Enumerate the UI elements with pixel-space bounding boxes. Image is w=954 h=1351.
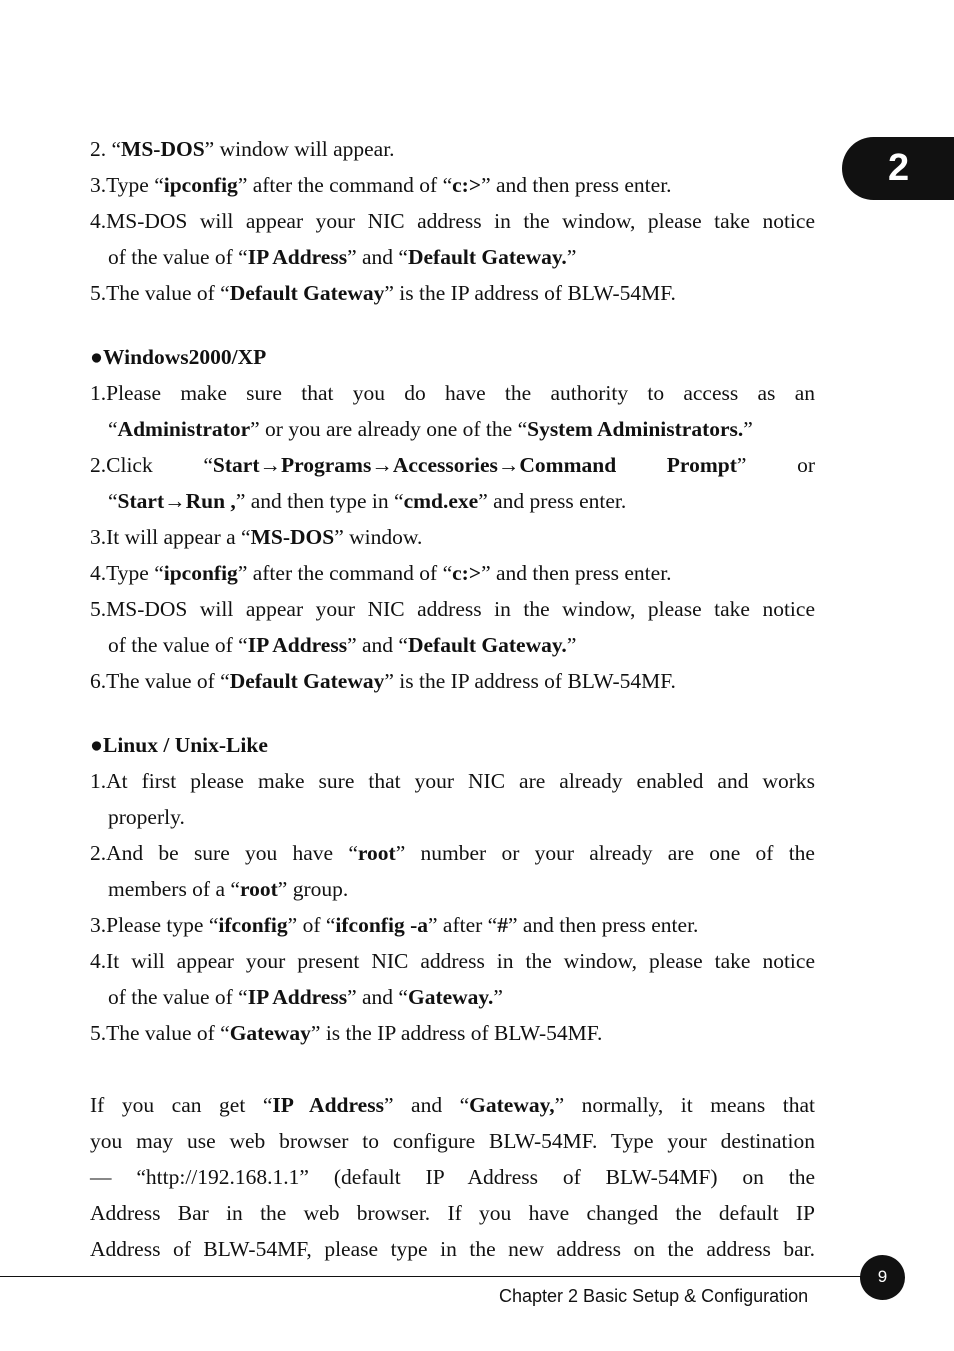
quoted-term: root — [357, 841, 396, 865]
text-line: “Start→Run ,” and then type in “cmd.exe” and press enter. — [108, 489, 627, 513]
quoted-term: ipconfig — [163, 173, 238, 197]
quoted-term: Gateway. — [407, 985, 494, 1009]
text-line: 5.The value of “Gateway” is the IP address of BLW-54MF. — [90, 1021, 603, 1045]
footer-rule — [0, 1276, 866, 1277]
quoted-term: IP Address — [247, 633, 348, 657]
paragraph-line: Address of BLW-54MF, please type in the new address on the address bar. — [90, 1237, 815, 1261]
paragraph-line: Address Bar in the web browser. If you have changed the default IP — [90, 1201, 815, 1225]
text-line: 3.It will appear a “MS-DOS” window. — [90, 525, 423, 549]
quoted-term: Gateway, — [469, 1093, 555, 1117]
quoted-term: cmd.exe — [403, 489, 479, 513]
quoted-term: Administrator — [117, 417, 251, 441]
text-line: 6.The value of “Default Gateway” is the IP address of BLW-54MF. — [90, 669, 676, 693]
quoted-term: c:> — [452, 173, 482, 197]
text-line: 4.MS-DOS will appear your NIC address in the window, please take notice — [90, 209, 815, 233]
text-line: properly. — [108, 805, 185, 829]
paragraph-line: — “http://192.168.1.1” (default IP Address of BLW-54MF) on the — [90, 1165, 815, 1189]
text-line: “Administrator” or you are already one of the “System Administrators.” — [108, 417, 753, 441]
section-heading-windows: ●Windows2000/XP — [90, 345, 267, 369]
quoted-term: System Administrators. — [527, 417, 744, 441]
footer-chapter-title: Chapter 2 Basic Setup & Configuration — [499, 1286, 809, 1306]
text-line: 4.Type “ipconfig” after the command of “c:>” and then press enter. — [90, 561, 672, 585]
text-line: 3.Please type “ifconfig” of “ifconfig -a” after “#” and then press enter. — [90, 913, 699, 937]
quoted-term: Default Gateway — [229, 281, 385, 305]
quoted-term: Gateway — [229, 1021, 311, 1045]
quoted-term: Default Gateway — [229, 669, 385, 693]
quoted-term: Default Gateway. — [407, 633, 567, 657]
quoted-term: ifconfig -a — [335, 913, 428, 937]
quoted-term: IP Address — [247, 245, 348, 269]
text-line: of the value of “IP Address” and “Gateway.” — [108, 985, 503, 1009]
paragraph-line: you may use web browser to configure BLW-54MF. Type your destination — [90, 1129, 815, 1153]
section-heading-linux: ●Linux / Unix-Like — [90, 733, 268, 757]
chapter-tab: 2 — [842, 137, 954, 200]
quoted-term: MS-DOS — [250, 525, 335, 549]
quoted-term: ifconfig — [218, 913, 288, 937]
quoted-term: # — [497, 913, 508, 937]
text-line: members of a “root” group. — [108, 877, 349, 901]
quoted-term: c:> — [452, 561, 482, 585]
text-line: 1.Please make sure that you do have the authority to access as an — [90, 381, 815, 405]
text-line: 5.The value of “Default Gateway” is the IP address of BLW-54MF. — [90, 281, 676, 305]
text-line: 5.MS-DOS will appear your NIC address in the window, please take notice — [90, 597, 815, 621]
text-line: 4.It will appear your present NIC address in the window, please take notice — [90, 949, 815, 973]
page-number-badge: 9 — [860, 1255, 905, 1300]
text-line: 1.At first please make sure that your NIC are already enabled and works — [90, 769, 815, 793]
paragraph-line: If you can get “IP Address” and “Gateway,” normally, it means that — [90, 1093, 816, 1117]
quoted-term: Default Gateway. — [407, 245, 567, 269]
text-line: 3.Type “ipconfig” after the command of “c:>” and then press enter. — [90, 173, 672, 197]
quoted-term: Start→Run , — [117, 489, 236, 513]
quoted-term: Start→Programs→Accessories→Command Prompt — [212, 453, 737, 477]
quoted-term: root — [239, 877, 278, 901]
quoted-term: MS-DOS — [121, 137, 205, 161]
text-line: of the value of “IP Address” and “Default Gateway.” — [108, 633, 577, 657]
quoted-term: ipconfig — [163, 561, 238, 585]
quoted-term: IP Address — [247, 985, 348, 1009]
quoted-term: IP Address — [272, 1093, 384, 1117]
page-body — [90, 131, 815, 1267]
text-line: 2.And be sure you have “root” number or your already are one of the — [90, 841, 815, 865]
text-line: of the value of “IP Address” and “Default Gateway.” — [108, 245, 577, 269]
text-line: 2. “MS-DOS” window will appear. — [90, 137, 395, 161]
text-line: 2.Click “Start→Programs→Accessories→Command Prompt” or — [90, 453, 815, 477]
